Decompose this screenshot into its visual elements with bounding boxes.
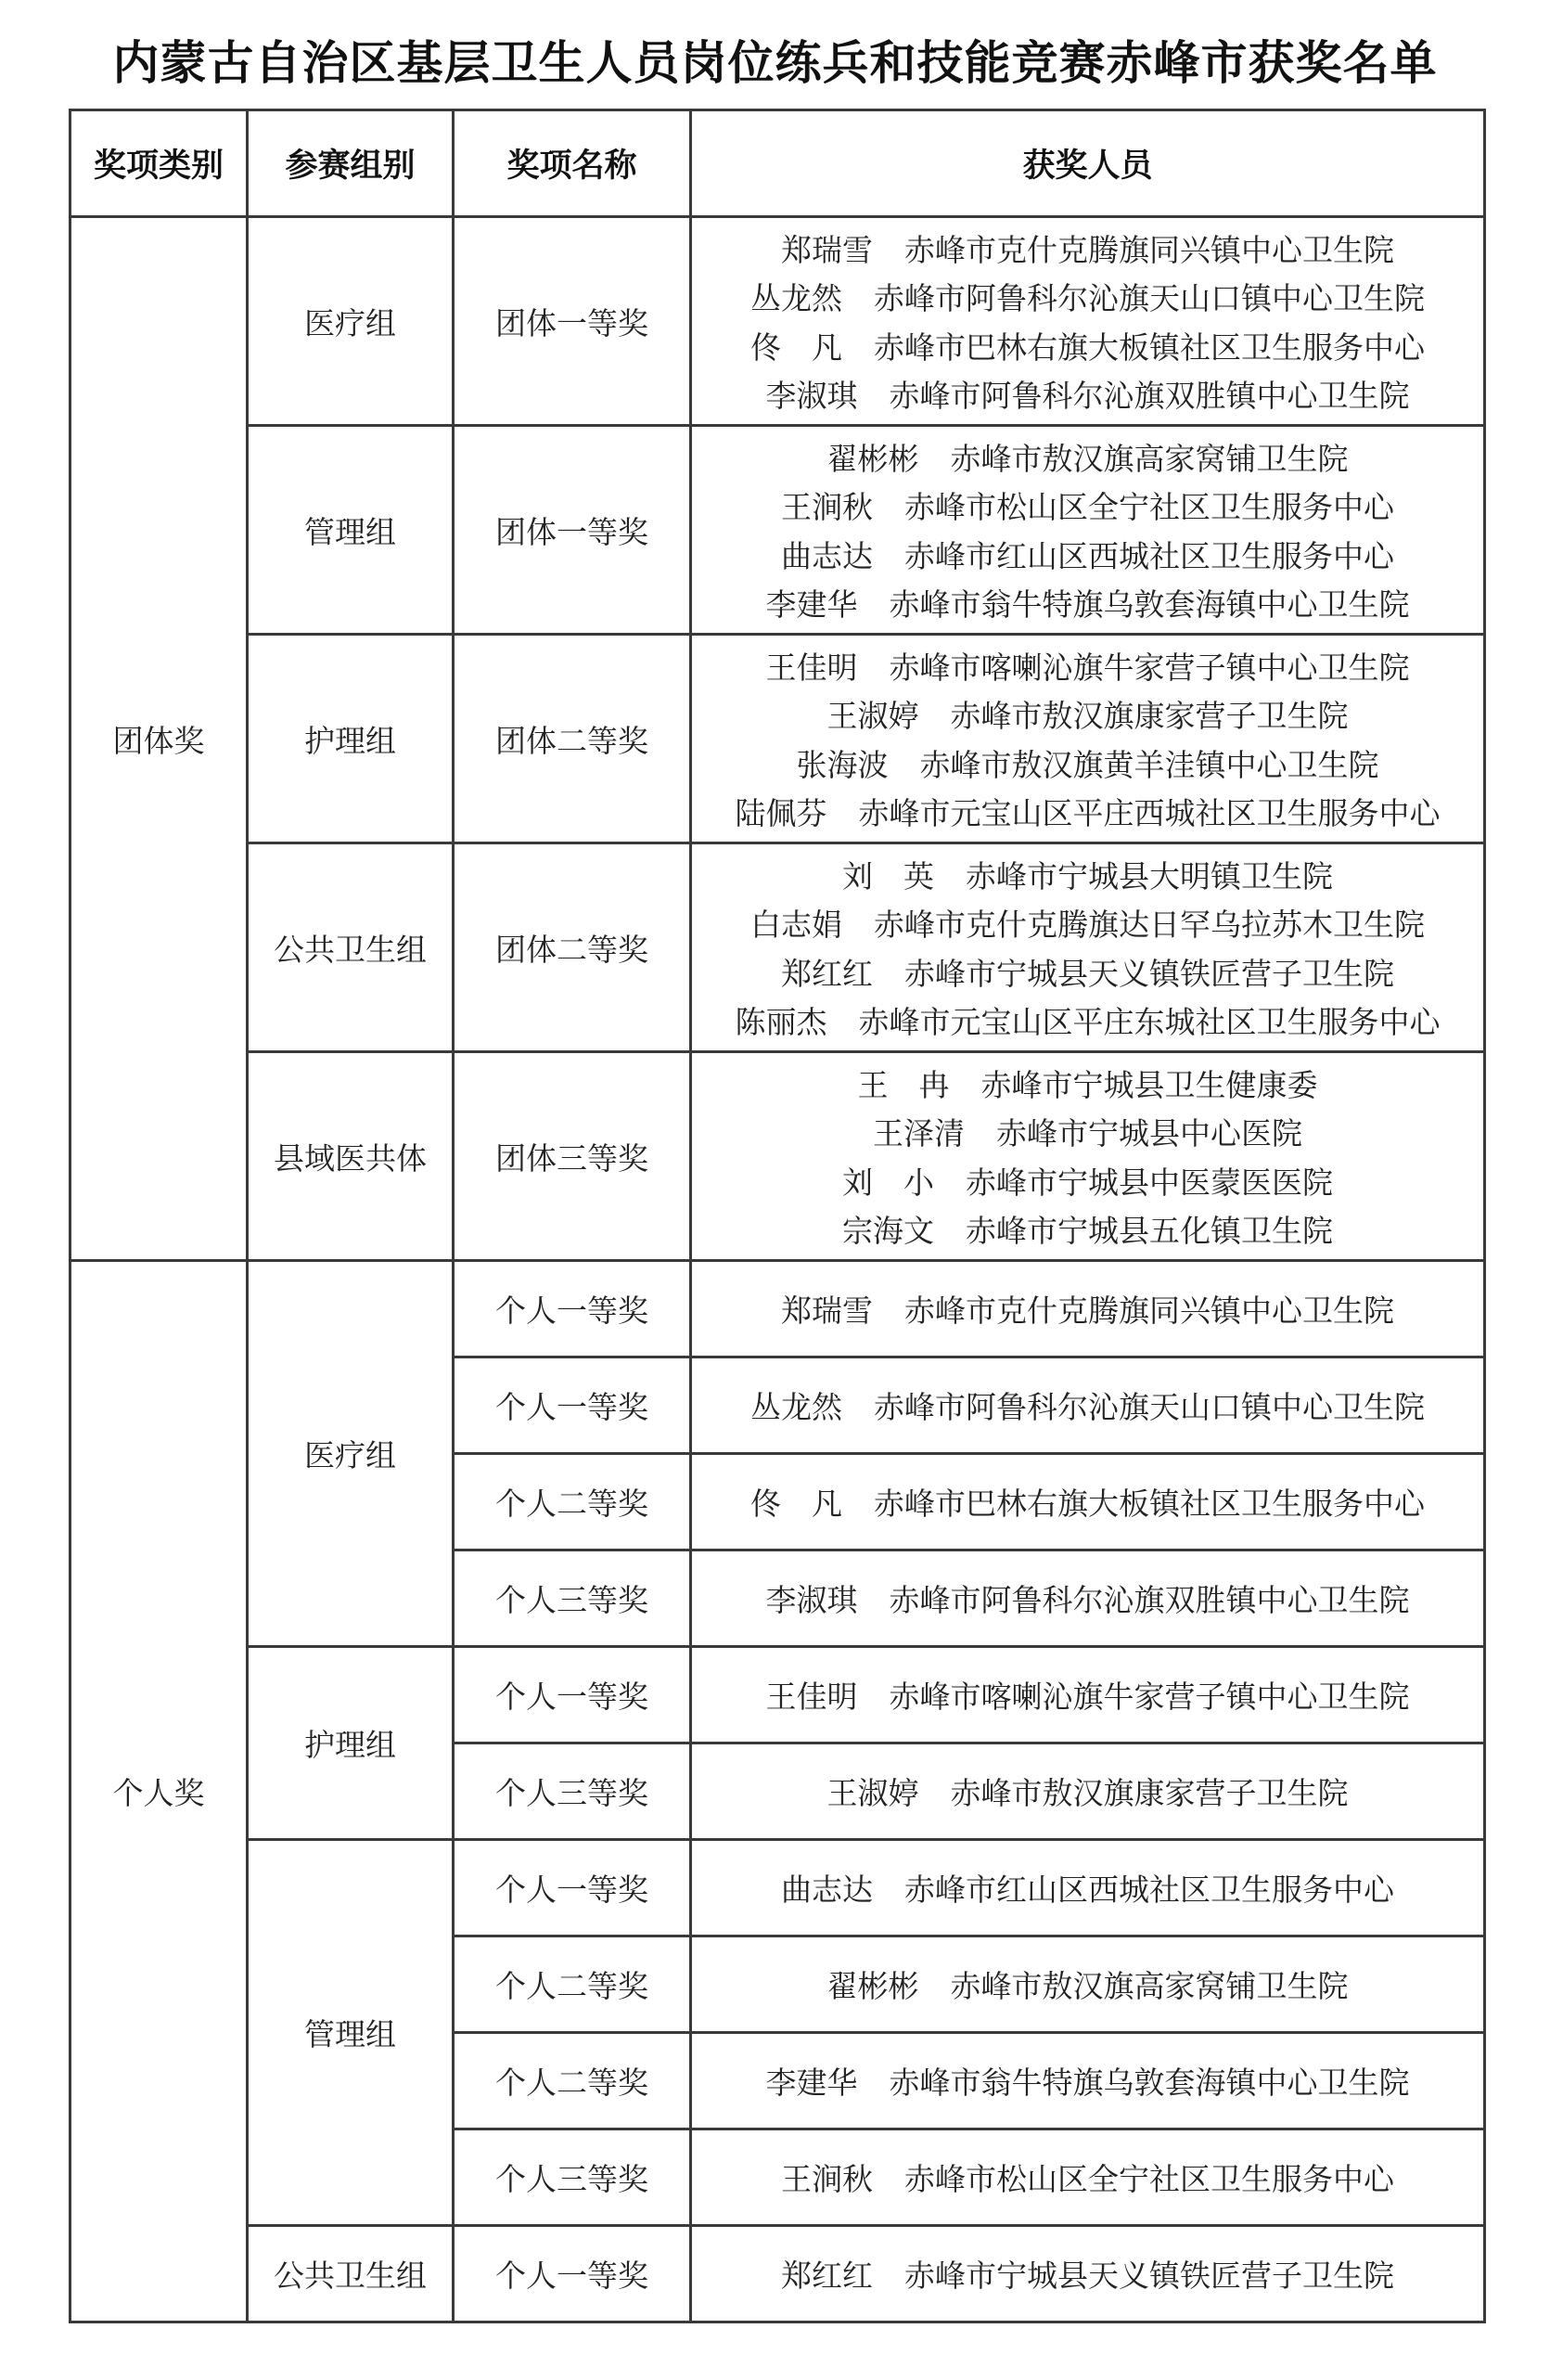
members-cell (691, 1454, 1485, 1550)
award-cell: 个人三等奖 (454, 1550, 691, 1647)
member-row (692, 275, 1483, 318)
member-name: 翟彬彬 (826, 1968, 919, 2004)
member-name: 李淑琪 (765, 1582, 858, 1618)
award-cell: 团体一等奖 (454, 426, 691, 635)
members-cell (691, 1647, 1485, 1743)
member-name: 陆佩芬 (735, 795, 827, 832)
member-unit: 赤峰市宁城县大明镇卫生院 (966, 857, 1333, 894)
award-cell: 个人二等奖 (454, 2033, 691, 2129)
member-name: 丛龙然 (750, 280, 842, 317)
award-cell: 团体二等奖 (454, 635, 691, 843)
member-unit: 赤峰市敖汉旗康家营子卫生院 (950, 1775, 1349, 1811)
member-list (692, 1053, 1483, 1259)
category-cell-team: 团体奖 (70, 217, 248, 1261)
member-row (692, 1383, 1483, 1427)
table-row (70, 1647, 1485, 1743)
member-unit: 赤峰市宁城县五化镇卫生院 (966, 1213, 1333, 1250)
member-row (692, 1576, 1483, 1620)
member-unit: 赤峰市宁城县卫生健康委 (980, 1066, 1318, 1103)
member-name: 李建华 (765, 586, 858, 624)
member-row (692, 372, 1483, 416)
members-cell (691, 1936, 1485, 2033)
award-cell: 个人二等奖 (454, 1936, 691, 2033)
table-row (70, 843, 1485, 1052)
award-cell: 团体一等奖 (454, 217, 691, 426)
members-cell (691, 1357, 1485, 1454)
member-name: 白志娟 (750, 907, 842, 944)
table-row (70, 1261, 1485, 1357)
members-cell (691, 217, 1485, 426)
award-cell: 个人三等奖 (454, 2129, 691, 2226)
group-cell: 护理组 (248, 635, 454, 843)
member-row (692, 435, 1483, 479)
member-name: 丛龙然 (750, 1389, 842, 1425)
member-unit: 赤峰市克什克腾旗同兴镇中心卫生院 (904, 1293, 1394, 1329)
member-unit: 赤峰市阿鲁科尔沁旗双胜镇中心卫生院 (889, 378, 1410, 415)
page-title: 内蒙古自治区基层卫生人员岗位练兵和技能竞赛赤峰市获奖名单 (112, 35, 1438, 90)
award-cell: 个人二等奖 (454, 1454, 691, 1550)
award-cell: 团体三等奖 (454, 1052, 691, 1261)
member-unit: 赤峰市敖汉旗黄羊洼镇中心卫生院 (919, 746, 1379, 783)
member-name: 王佳明 (765, 649, 858, 686)
member-name: 王泽清 (873, 1115, 965, 1152)
member-unit: 赤峰市红山区西城社区卫生服务中心 (904, 1872, 1394, 1908)
award-cell: 团体二等奖 (454, 843, 691, 1052)
member-row (692, 581, 1483, 624)
header-award-name: 奖项名称 (454, 110, 691, 217)
award-cell: 个人一等奖 (454, 1840, 691, 1936)
member-row (692, 1673, 1483, 1717)
members-cell (691, 2226, 1485, 2322)
members-cell (691, 2129, 1485, 2226)
member-list (692, 636, 1483, 842)
member-name: 陈丽杰 (735, 1004, 827, 1041)
members-cell (691, 635, 1485, 843)
member-unit: 赤峰市克什克腾旗达日罕乌拉苏木卫生院 (874, 907, 1425, 944)
header-award-category: 奖项类别 (70, 110, 248, 217)
members-cell (691, 1743, 1485, 1840)
member-row (692, 901, 1483, 945)
member-unit: 赤峰市巴林右旗大板镇社区卫生服务中心 (874, 1486, 1425, 1522)
members-cell (691, 843, 1485, 1052)
table-row (70, 1840, 1485, 1936)
member-unit: 赤峰市喀喇沁旗牛家营子镇中心卫生院 (889, 649, 1410, 686)
member-name: 郑红红 (781, 955, 873, 992)
table-row (70, 635, 1485, 843)
members-cell (691, 1052, 1485, 1261)
member-name: 佟 凡 (750, 328, 842, 366)
members-cell (691, 2033, 1485, 2129)
member-list (692, 427, 1483, 633)
member-unit: 赤峰市阿鲁科尔沁旗天山口镇中心卫生院 (874, 1389, 1425, 1425)
member-unit: 赤峰市宁城县中医蒙医医院 (966, 1164, 1333, 1201)
member-row (692, 2059, 1483, 2103)
award-cell: 个人一等奖 (454, 1647, 691, 1743)
group-cell: 管理组 (248, 1840, 454, 2226)
member-row (692, 1769, 1483, 1813)
member-unit: 赤峰市宁城县天义镇铁匠营子卫生院 (904, 2258, 1394, 2294)
member-name: 郑瑞雪 (781, 231, 873, 268)
member-name: 王淑婷 (826, 1775, 919, 1811)
award-cell: 个人一等奖 (454, 2226, 691, 2322)
member-name: 王涧秋 (781, 2161, 873, 2197)
group-cell: 县域医共体 (248, 1052, 454, 1261)
header-winners: 获奖人员 (691, 110, 1485, 217)
member-row (692, 1480, 1483, 1524)
member-unit: 赤峰市阿鲁科尔沁旗天山口镇中心卫生院 (874, 280, 1425, 317)
member-name: 曲志达 (781, 1872, 873, 1908)
group-cell: 管理组 (248, 426, 454, 635)
member-row (692, 853, 1483, 896)
member-name: 李建华 (765, 2065, 858, 2101)
members-cell (691, 1261, 1485, 1357)
member-row (692, 226, 1483, 270)
member-row (692, 1110, 1483, 1153)
table-header-row (70, 110, 1485, 217)
member-unit: 赤峰市喀喇沁旗牛家营子镇中心卫生院 (889, 1679, 1410, 1715)
member-list (692, 218, 1483, 424)
member-name: 翟彬彬 (826, 440, 919, 477)
member-unit: 赤峰市敖汉旗康家营子卫生院 (950, 698, 1349, 735)
member-unit: 赤峰市松山区全宁社区卫生服务中心 (904, 2161, 1394, 2197)
table-row (70, 426, 1485, 635)
member-row (692, 1866, 1483, 1910)
member-row (692, 483, 1483, 527)
member-name: 王 冉 (857, 1066, 950, 1103)
award-cell: 个人三等奖 (454, 1743, 691, 1840)
member-row (692, 533, 1483, 576)
member-name: 郑瑞雪 (781, 1293, 873, 1329)
member-row (692, 1159, 1483, 1203)
member-unit: 赤峰市松山区全宁社区卫生服务中心 (904, 489, 1394, 526)
member-unit: 赤峰市红山区西城社区卫生服务中心 (904, 537, 1394, 574)
member-name: 刘 小 (842, 1164, 934, 1201)
group-cell: 医疗组 (248, 217, 454, 426)
member-row (692, 2155, 1483, 2199)
table-body (70, 217, 1485, 2322)
header-group: 参赛组别 (248, 110, 454, 217)
member-row (692, 998, 1483, 1042)
awards-table (69, 109, 1486, 2323)
member-unit: 赤峰市巴林右旗大板镇社区卫生服务中心 (874, 328, 1425, 366)
member-name: 王佳明 (765, 1679, 858, 1715)
member-name: 王涧秋 (781, 489, 873, 526)
members-cell (691, 426, 1485, 635)
member-row (692, 692, 1483, 736)
member-unit: 赤峰市宁城县中心医院 (996, 1115, 1302, 1152)
member-row (692, 1287, 1483, 1331)
member-unit: 赤峰市翁牛特旗乌敦套海镇中心卫生院 (889, 2065, 1410, 2101)
member-name: 刘 英 (842, 857, 934, 894)
member-name: 李淑琪 (765, 378, 858, 415)
member-unit: 赤峰市阿鲁科尔沁旗双胜镇中心卫生院 (889, 1582, 1410, 1618)
members-cell (691, 1840, 1485, 1936)
member-row (692, 1207, 1483, 1251)
member-unit: 赤峰市克什克腾旗同兴镇中心卫生院 (904, 231, 1394, 268)
member-unit: 赤峰市翁牛特旗乌敦套海镇中心卫生院 (889, 586, 1410, 624)
member-name: 王淑婷 (826, 698, 919, 735)
member-row (692, 1061, 1483, 1105)
member-row (692, 644, 1483, 688)
member-name: 宗海文 (842, 1213, 934, 1250)
group-cell: 公共卫生组 (248, 843, 454, 1052)
member-name: 张海波 (796, 746, 889, 783)
group-cell: 医疗组 (248, 1261, 454, 1647)
category-cell-individual: 个人奖 (70, 1261, 248, 2322)
table-row (70, 2226, 1485, 2322)
members-cell (691, 1550, 1485, 1647)
member-row (692, 324, 1483, 367)
member-unit: 赤峰市宁城县天义镇铁匠营子卫生院 (904, 955, 1394, 992)
table-row (70, 217, 1485, 426)
member-row (692, 2252, 1483, 2296)
member-row (692, 741, 1483, 785)
member-unit: 赤峰市敖汉旗高家窝铺卫生院 (950, 1968, 1349, 2004)
member-name: 郑红红 (781, 2258, 873, 2294)
table-row (70, 1052, 1485, 1261)
award-cell: 个人一等奖 (454, 1357, 691, 1454)
member-row (692, 1962, 1483, 2006)
award-cell: 个人一等奖 (454, 1261, 691, 1357)
member-row (692, 950, 1483, 994)
member-row (692, 790, 1483, 833)
member-name: 曲志达 (781, 537, 873, 574)
member-list (692, 844, 1483, 1050)
member-unit: 赤峰市元宝山区平庄西城社区卫生服务中心 (858, 795, 1441, 832)
member-unit: 赤峰市敖汉旗高家窝铺卫生院 (950, 440, 1349, 477)
group-cell: 护理组 (248, 1647, 454, 1840)
group-cell: 公共卫生组 (248, 2226, 454, 2322)
member-unit: 赤峰市元宝山区平庄东城社区卫生服务中心 (858, 1004, 1441, 1041)
member-name: 佟 凡 (750, 1486, 842, 1522)
